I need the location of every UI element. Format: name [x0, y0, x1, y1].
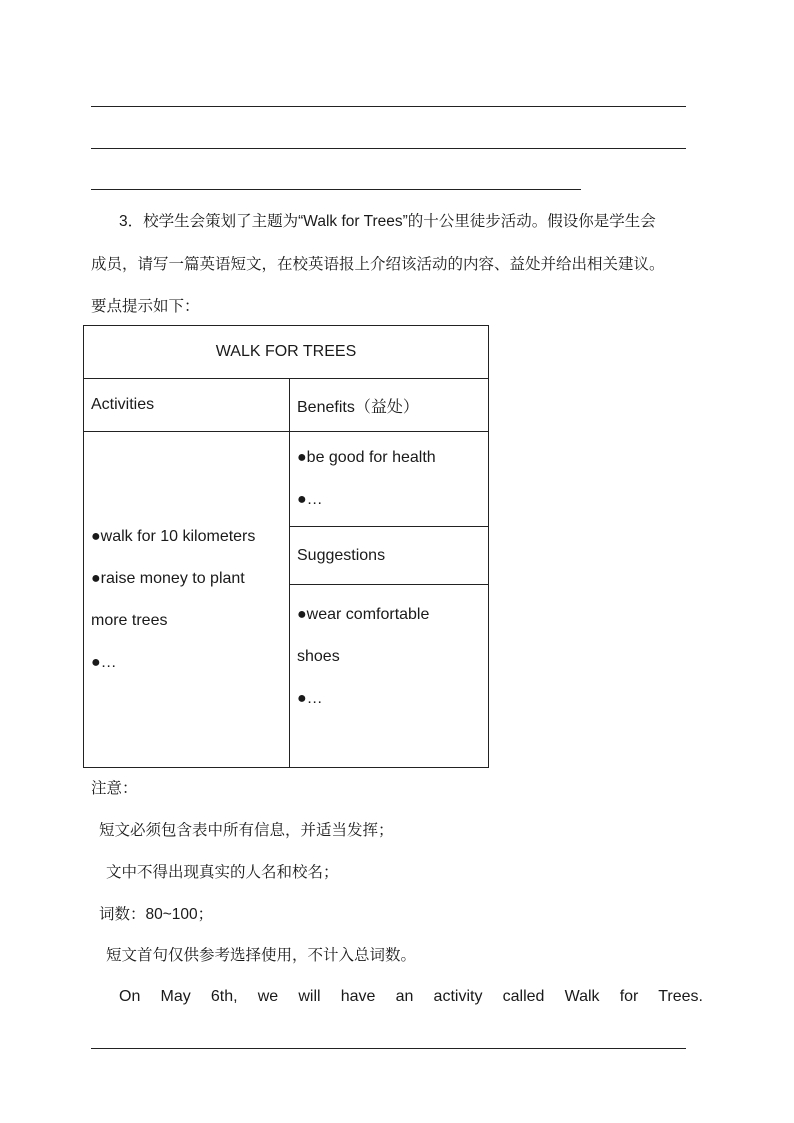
suggestion-item: ●wear comfortable	[297, 606, 430, 623]
suggestions-cell	[290, 585, 489, 768]
notes-heading: 注意：	[91, 780, 138, 797]
note-item: 短文首句仅供参考选择使用，不计入总词数。	[106, 947, 417, 964]
activity-item: ●…	[91, 654, 117, 671]
question-prompt-line-3: 要点提示如下：	[91, 298, 200, 315]
note-item: 短文必须包含表中所有信息，并适当发挥；	[99, 822, 394, 839]
suggestion-item: ●…	[297, 690, 323, 707]
answer-line	[91, 189, 581, 190]
answer-line	[91, 1048, 686, 1049]
activity-item: ●raise money to plant	[91, 570, 245, 587]
answer-line	[91, 106, 686, 107]
activity-item: more trees	[91, 612, 168, 629]
question-prompt-text: 校学生会策划了主题为“Walk for Trees”的十公里徒步活动。假设你是学生会	[143, 213, 656, 230]
activity-item: ●walk for 10 kilometers	[91, 528, 256, 545]
question-prompt-line-2: 成员，请写一篇英语短文，在校英语报上介绍该活动的内容、益处并给出相关建议。	[91, 256, 665, 273]
benefits-cell	[290, 432, 489, 527]
table-title: WALK FOR TREES	[84, 326, 489, 379]
question-number: 3．	[119, 213, 144, 230]
answer-line	[91, 148, 686, 149]
outline-table	[83, 325, 489, 768]
column-header-benefits: Benefits（益处）	[290, 379, 489, 432]
suggestions-header: Suggestions	[290, 527, 489, 585]
suggestion-item: shoes	[297, 648, 340, 665]
column-header-activities: Activities	[84, 379, 290, 432]
activities-cell	[84, 432, 290, 768]
note-item: 文中不得出现真实的人名和校名；	[106, 864, 339, 881]
benefit-item: ●…	[297, 491, 323, 508]
note-item: 词数：80~100；	[99, 906, 214, 923]
benefit-item: ●be good for health	[297, 449, 436, 466]
question-prompt-line-1	[119, 212, 656, 232]
opening-sentence: On May 6th, we will have an activity called Walk for Trees.	[119, 988, 703, 1005]
